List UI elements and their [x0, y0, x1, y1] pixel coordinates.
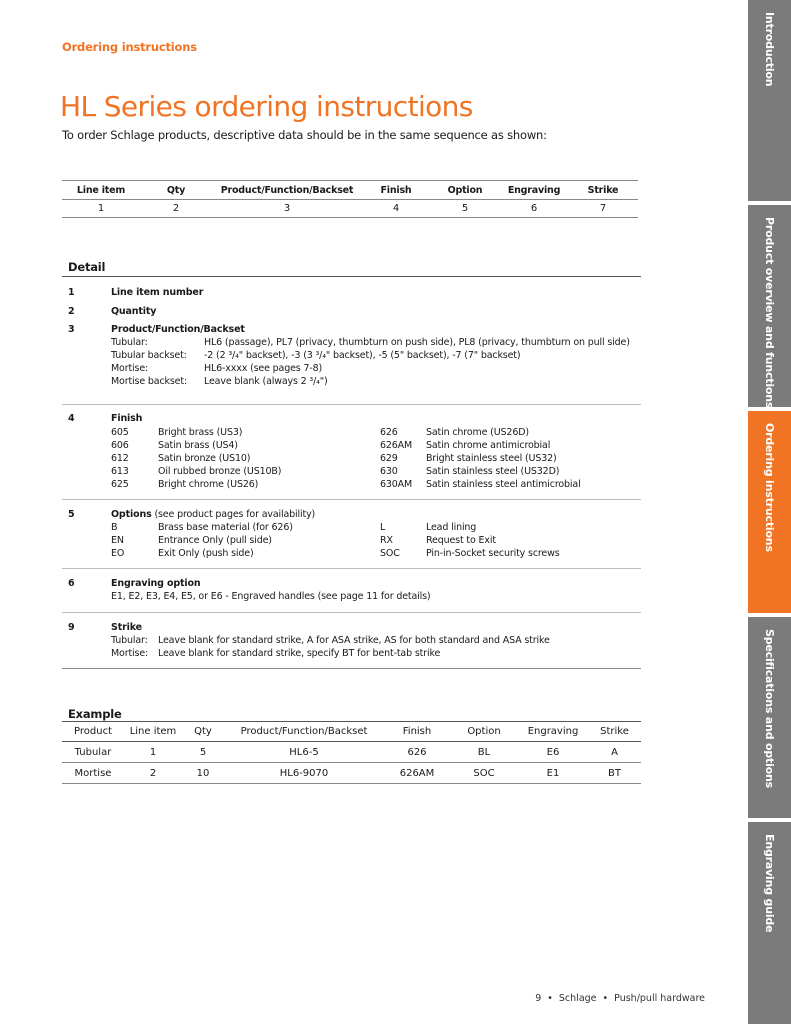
detail-label: Tubular:	[111, 337, 148, 348]
finish-code: 612	[111, 453, 129, 464]
tab-ordering-instructions[interactable]	[748, 411, 791, 613]
tab-engraving-guide[interactable]	[748, 822, 791, 1024]
detail-title: Engraving option	[111, 578, 201, 589]
example-cell: 626AM	[384, 763, 450, 784]
detail-rule	[62, 276, 641, 277]
finish-desc: Satin chrome (US26D)	[426, 427, 529, 438]
example-header: Strike	[588, 722, 641, 742]
detail-num: 4	[68, 413, 75, 424]
seq-header: Qty	[140, 181, 212, 200]
sequence-table	[62, 180, 638, 218]
option-desc: Pin-in-Socket security screws	[426, 548, 560, 559]
example-header: Product	[62, 722, 124, 742]
footer-separator: •	[547, 993, 553, 1004]
detail-value: HL6-xxxx (see pages 7-8)	[204, 363, 323, 374]
detail-label: Tubular backset:	[111, 350, 187, 361]
finish-code: 626AM	[380, 440, 413, 451]
option-desc: Request to Exit	[426, 535, 496, 546]
options-note: (see product pages for availability)	[151, 509, 316, 520]
detail-label: Mortise:	[111, 363, 149, 374]
seq-cell: 4	[362, 200, 430, 218]
detail-divider	[62, 568, 641, 569]
detail-heading: Detail	[68, 260, 106, 274]
detail-label: Tubular:	[111, 635, 148, 646]
finish-code: 606	[111, 440, 129, 451]
finish-desc: Satin chrome antimicrobial	[426, 440, 551, 451]
example-cell: Tubular	[62, 742, 124, 763]
seq-header: Line item	[62, 181, 140, 200]
tab-label: Product overview and functions	[763, 217, 776, 409]
example-cell: BL	[450, 742, 518, 763]
detail-value: Leave blank for standard strike, specify BT for bent-tab strike	[158, 648, 441, 659]
tab-product-overview[interactable]	[748, 205, 791, 407]
finish-desc: Bright brass (US3)	[158, 427, 243, 438]
detail-divider	[62, 499, 641, 500]
example-header: Qty	[182, 722, 224, 742]
example-cell: Mortise	[62, 763, 124, 784]
example-header: Engraving	[518, 722, 588, 742]
detail-value: HL6 (passage), PL7 (privacy, thumbturn on push side), PL8 (privacy, thumbturn on pull side)	[204, 337, 630, 348]
finish-code: 629	[380, 453, 398, 464]
detail-title: Strike	[111, 622, 142, 633]
example-cell: HL6-9070	[224, 763, 384, 784]
example-header: Line item	[124, 722, 182, 742]
example-header: Product/Function/Backset	[224, 722, 384, 742]
detail-title: Quantity	[111, 306, 157, 317]
seq-cell: 5	[430, 200, 500, 218]
example-heading: Example	[68, 707, 122, 721]
example-cell: 1	[124, 742, 182, 763]
option-desc: Brass base material (for 626)	[158, 522, 293, 533]
seq-cell: 7	[568, 200, 638, 218]
finish-code: 626	[380, 427, 398, 438]
tab-label: Introduction	[763, 12, 776, 87]
engraving-text: E1, E2, E3, E4, E5, or E6 - Engraved handles (see page 11 for details)	[111, 591, 431, 602]
example-header: Option	[450, 722, 518, 742]
finish-desc: Oil rubbed bronze (US10B)	[158, 466, 282, 477]
example-cell: BT	[588, 763, 641, 784]
detail-num: 6	[68, 578, 75, 589]
tab-label: Specifications and options	[763, 629, 776, 788]
footer-brand: Schlage	[558, 993, 597, 1004]
intro-text: To order Schlage products, descriptive data should be in the same sequence as shown:	[62, 128, 547, 142]
option-desc: Entrance Only (pull side)	[158, 535, 272, 546]
detail-num: 3	[68, 324, 75, 335]
seq-header: Option	[430, 181, 500, 200]
finish-desc: Satin bronze (US10)	[158, 453, 251, 464]
detail-title: Product/Function/Backset	[111, 324, 245, 335]
detail-num: 2	[68, 306, 75, 317]
finish-desc: Satin brass (US4)	[158, 440, 238, 451]
tab-label: Engraving guide	[763, 834, 776, 933]
example-cell: 10	[182, 763, 224, 784]
section-label: Ordering instructions	[62, 40, 197, 54]
detail-value: Leave blank (always 2 ³/₄")	[204, 376, 328, 387]
detail-num: 1	[68, 287, 75, 298]
seq-header: Product/Function/Backset	[212, 181, 362, 200]
tab-introduction[interactable]	[748, 0, 791, 201]
option-code: B	[111, 522, 118, 533]
finish-code: 605	[111, 427, 129, 438]
seq-cell: 2	[140, 200, 212, 218]
detail-value: Leave blank for standard strike, A for ASA strike, AS for both standard and ASA strike	[158, 635, 550, 646]
seq-cell: 1	[62, 200, 140, 218]
table-row	[62, 742, 641, 763]
finish-code: 613	[111, 466, 129, 477]
example-cell: 2	[124, 763, 182, 784]
detail-title: Options	[111, 509, 152, 520]
option-code: EN	[111, 535, 124, 546]
tab-label: Ordering instructions	[763, 423, 776, 552]
option-desc: Exit Only (push side)	[158, 548, 254, 559]
detail-num: 5	[68, 509, 75, 520]
example-cell: 5	[182, 742, 224, 763]
seq-cell: 3	[212, 200, 362, 218]
detail-num: 9	[68, 622, 75, 633]
detail-label: Mortise:	[111, 648, 149, 659]
example-cell: SOC	[450, 763, 518, 784]
footer-doc-title: Push/pull hardware	[614, 993, 705, 1004]
option-code: L	[380, 522, 386, 533]
detail-title: Line item number	[111, 287, 204, 298]
option-code: EO	[111, 548, 125, 559]
example-cell: A	[588, 742, 641, 763]
table-row	[62, 763, 641, 784]
seq-header: Finish	[362, 181, 430, 200]
detail-divider	[62, 404, 641, 405]
page-footer	[535, 993, 705, 1004]
options-title-line	[111, 509, 315, 520]
finish-code: 625	[111, 479, 129, 490]
seq-cell: 6	[500, 200, 568, 218]
seq-header: Engraving	[500, 181, 568, 200]
detail-divider	[62, 612, 641, 613]
detail-label: Mortise backset:	[111, 376, 187, 387]
example-table	[62, 721, 641, 784]
example-cell: 626	[384, 742, 450, 763]
page-title: HL Series ordering instructions	[60, 90, 473, 123]
detail-divider	[62, 668, 641, 669]
detail-value: -2 (2 ³/₄" backset), -3 (3 ³/₄" backset), -5 (5" backset), -7 (7" backset)	[204, 350, 521, 361]
example-header: Finish	[384, 722, 450, 742]
example-cell: E6	[518, 742, 588, 763]
finish-code: 630	[380, 466, 398, 477]
footer-separator: •	[602, 993, 609, 1004]
seq-header: Strike	[568, 181, 638, 200]
option-code: SOC	[380, 548, 400, 559]
finish-desc: Bright chrome (US26)	[158, 479, 259, 490]
example-cell: HL6-5	[224, 742, 384, 763]
finish-desc: Bright stainless steel (US32)	[426, 453, 557, 464]
detail-title: Finish	[111, 413, 143, 424]
finish-code: 630AM	[380, 479, 413, 490]
example-cell: E1	[518, 763, 588, 784]
finish-desc: Satin stainless steel antimicrobial	[426, 479, 581, 490]
tab-specifications[interactable]	[748, 617, 791, 818]
option-code: RX	[380, 535, 393, 546]
finish-desc: Satin stainless steel (US32D)	[426, 466, 560, 477]
option-desc: Lead lining	[426, 522, 477, 533]
page-number: 9	[535, 993, 542, 1004]
